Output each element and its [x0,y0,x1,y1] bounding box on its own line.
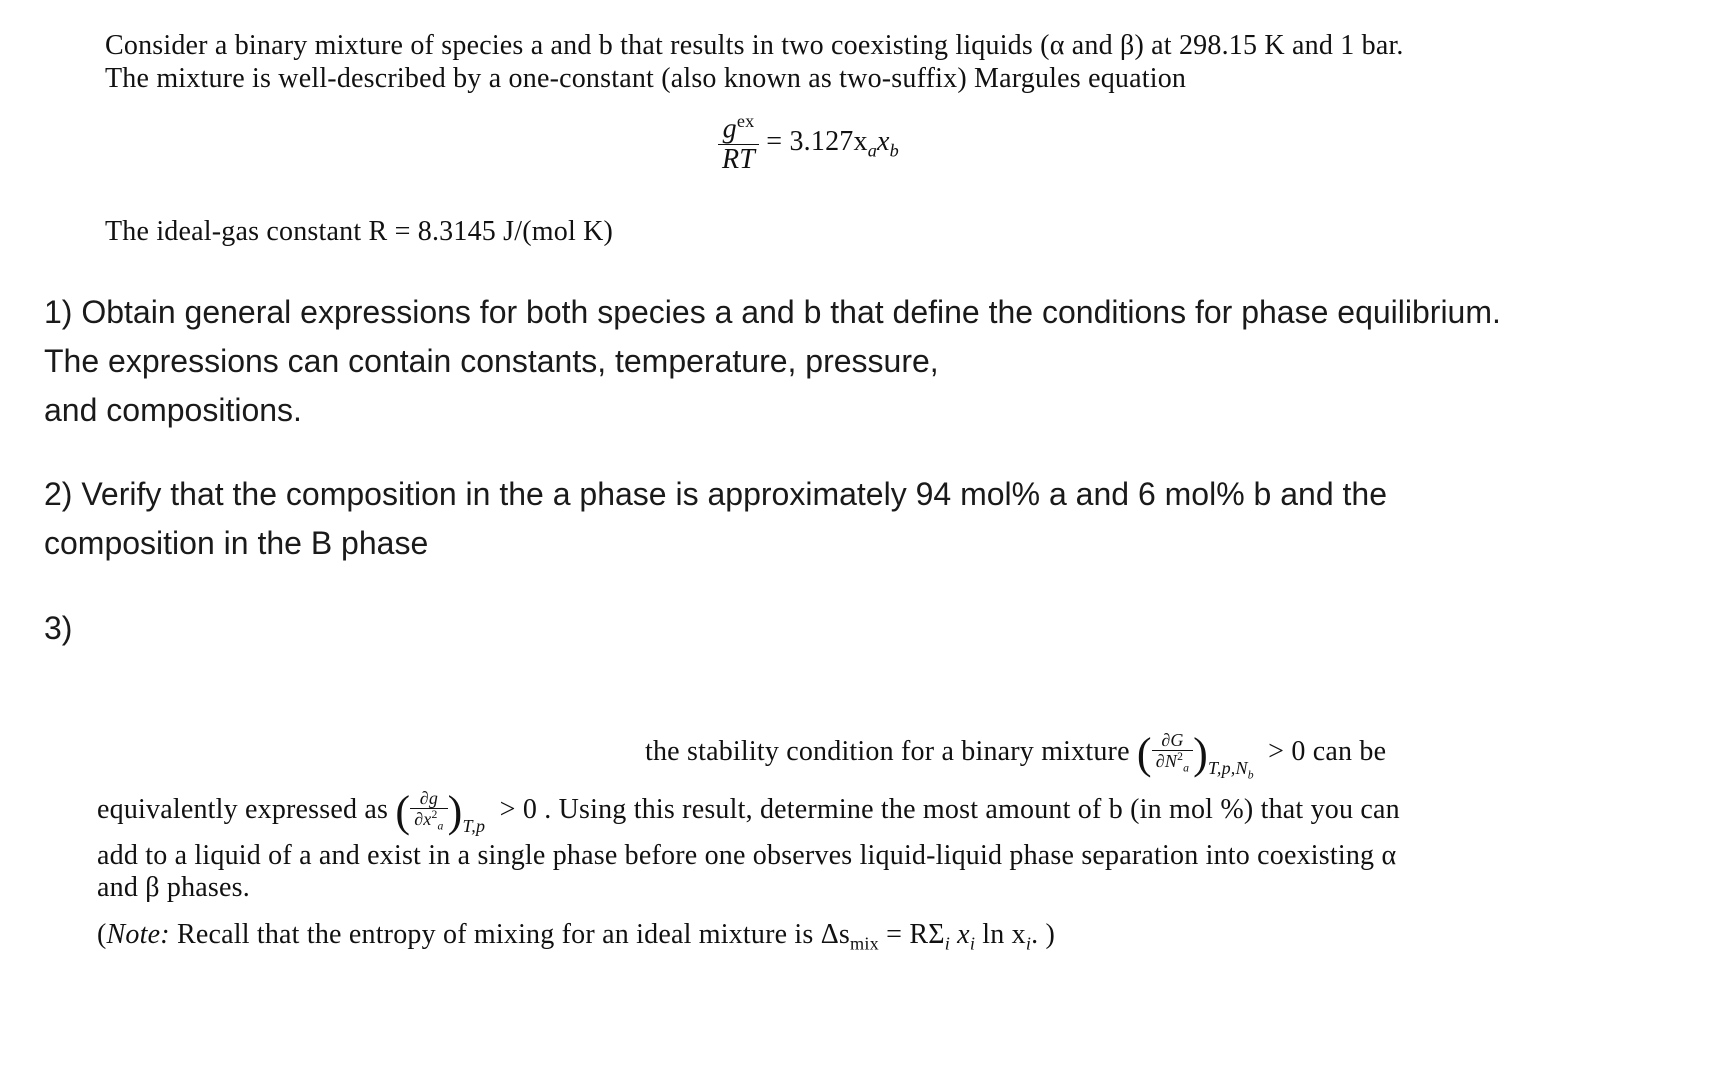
eq-denominator: RT [722,143,756,175]
intro-line-1: Consider a binary mixture of species a and b that results in two coexisting liquids (α and β) at 298.15 K and 1 bar. [105,30,1404,61]
dg-dxa2-fraction: $\frac{\partial g}{\partial x^2_a}$ [410,789,447,833]
margules-equation [718,112,899,176]
q3-note [97,919,1055,955]
q1-line-3: and compositions. [44,392,302,428]
note-tail: x [957,919,970,950]
note-label: Note: [106,919,170,950]
note-ln-sub: i [1025,933,1032,954]
note-open: ( [97,919,107,950]
q1-line-2: The expressions can contain constants, temperature, pressure, [44,343,939,379]
q3-line-4: and β phases. [97,872,250,903]
q3-line-2: equivalently expressed as ( $\frac{\partial g}{\partial x^2_a}$ )$_{T,p} > 0$ . Using this result, determine the most amount of b (in mol %) that you can [97,787,1400,836]
q3-line1-num: ∂G [1152,731,1193,751]
eq-numerator: g [722,113,737,145]
q3-line1-den-sup: 2 [1177,750,1184,764]
note-sub-i: i [944,933,950,954]
eq-x: x [876,125,890,157]
q3-line2-den: ∂x [414,809,432,830]
q1-line-1: 1) Obtain general expressions for both species a and b that define the conditions for phase equilibrium. [44,294,1501,330]
intro-line-2: The mixture is well-described by a one-constant (also known as two-suffix) Margules equation [105,63,1187,94]
note-rhs: = RΣ [886,919,945,950]
q2-line-2: composition in the B phase [44,525,429,561]
eq-sub-b: b [889,140,899,161]
note-ln: ln x [982,919,1026,950]
q3-line-3: add to a liquid of a and exist in a single phase before one observes liquid-liquid phase separation into coexisting α [97,840,1397,871]
eq-sub-a: a [867,140,877,161]
q3-line1-post: > 0 can be [1268,735,1387,767]
dG-dNa2-fraction [1152,731,1193,775]
q3-line2-num: ∂g [410,789,447,809]
q3-line1-den: ∂N [1155,751,1178,772]
note-text: Recall that the entropy of mixing for an ideal mixture is Δs [176,919,851,950]
gex-over-rt-fraction [718,112,759,176]
q2-line-1: 2) Verify that the composition in the a phase is approximately 94 mol% a and 6 mol% b and the [44,476,1387,512]
q3-line1-pre: the stability condition for a binary mixture [645,735,1130,767]
eq-superscript: ex [736,111,755,131]
note-sub: mix [850,933,879,954]
q3-line2-pre: equivalently expressed as [97,793,389,825]
q3-line1-sub-b: b [1247,768,1254,782]
note-tail-sub: i [969,933,976,954]
q3-line1-den-sub: a [1183,761,1190,775]
q3-line-1: the stability condition for a binary mixture ( $\frac{\partial G}{\partial N^2_a}$ )$_{T,p,N_b} > 0$ can be [645,729,1387,782]
q3-line2-sub: T,p [462,815,486,836]
gas-constant-text: The ideal-gas constant R = 8.3145 J/(mol K) [105,216,614,247]
q3-line2-post: > 0 . Using this result, determine the most amount of b (in mol %) that you can [499,793,1400,825]
q3-line1-sub: T,p,N [1208,757,1248,778]
eq-rhs: = 3.127x [766,125,868,157]
note-close: . ) [1031,919,1056,950]
q3-label: 3) [44,610,73,646]
